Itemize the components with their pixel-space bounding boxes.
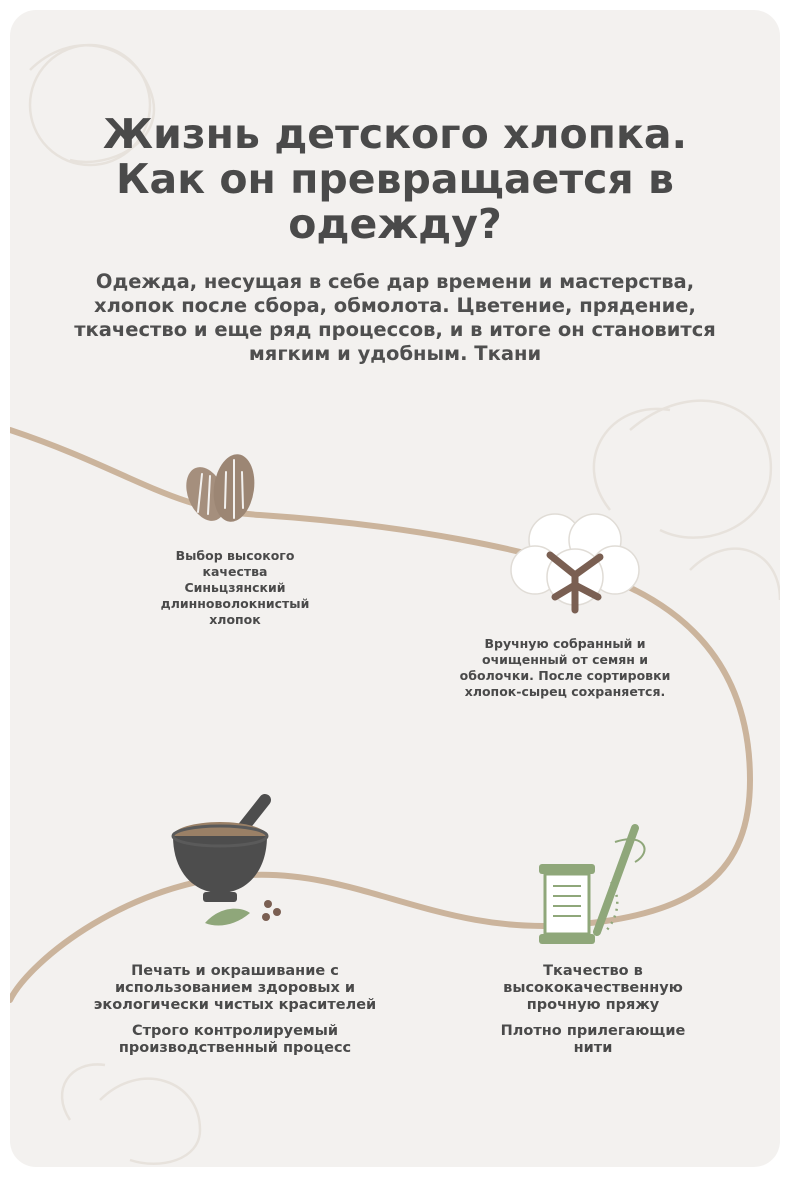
intro-line: хлопок после сбора, обмолота. Цветение, прядение, <box>94 294 696 317</box>
caption-line: Синьцзянский <box>184 580 286 595</box>
step-seeds-caption <box>135 548 335 628</box>
mortar-pestle-icon <box>165 788 295 928</box>
page-title <box>0 112 790 247</box>
intro-text <box>60 270 730 366</box>
intro-line: мягким и удобным. Ткани <box>248 342 542 365</box>
caption-line: Ткачество в <box>543 963 643 979</box>
caption-line: нити <box>573 1040 613 1056</box>
caption-line: очищенный от семян и <box>482 652 648 667</box>
step-weaving-caption <box>478 963 708 1057</box>
title-line: одежду? <box>288 200 502 248</box>
caption-line: высококачественную <box>503 980 683 996</box>
caption-line: Выбор высокого <box>175 548 295 563</box>
caption-line: длинноволокнистый <box>160 596 310 611</box>
caption-line: производственный процесс <box>118 1040 352 1056</box>
caption-line: Вручную собранный и <box>484 636 646 651</box>
caption-line: качества <box>202 564 268 579</box>
title-line: Как он превращается в <box>116 155 674 203</box>
intro-line: Одежда, несущая в себе дар времени и мастерства, <box>95 270 695 293</box>
cotton-boll-icon <box>510 505 640 615</box>
caption-line: использованием здоровых и <box>114 980 356 996</box>
caption-line: Плотно прилегающие <box>500 1023 686 1039</box>
thread-spool-needle-icon <box>525 822 655 952</box>
caption-line: Печать и окрашивание с <box>131 963 339 979</box>
caption-line: оболочки. После сортировки <box>459 668 671 683</box>
title-line: Жизнь детского хлопка. <box>102 110 688 158</box>
caption-line: хлопок-сырец сохраняется. <box>464 684 666 699</box>
step-cotton-caption <box>450 636 680 700</box>
caption-line: прочную пряжу <box>526 997 660 1013</box>
caption-line: хлопок <box>209 612 261 627</box>
caption-line: Строго контролируемый <box>131 1023 339 1039</box>
intro-line: ткачество и еще ряд процессов, и в итоге он становится <box>74 318 716 341</box>
seeds-icon <box>178 442 268 532</box>
caption-line: экологически чистых красителей <box>93 997 377 1013</box>
step-dyeing-caption <box>90 963 380 1057</box>
